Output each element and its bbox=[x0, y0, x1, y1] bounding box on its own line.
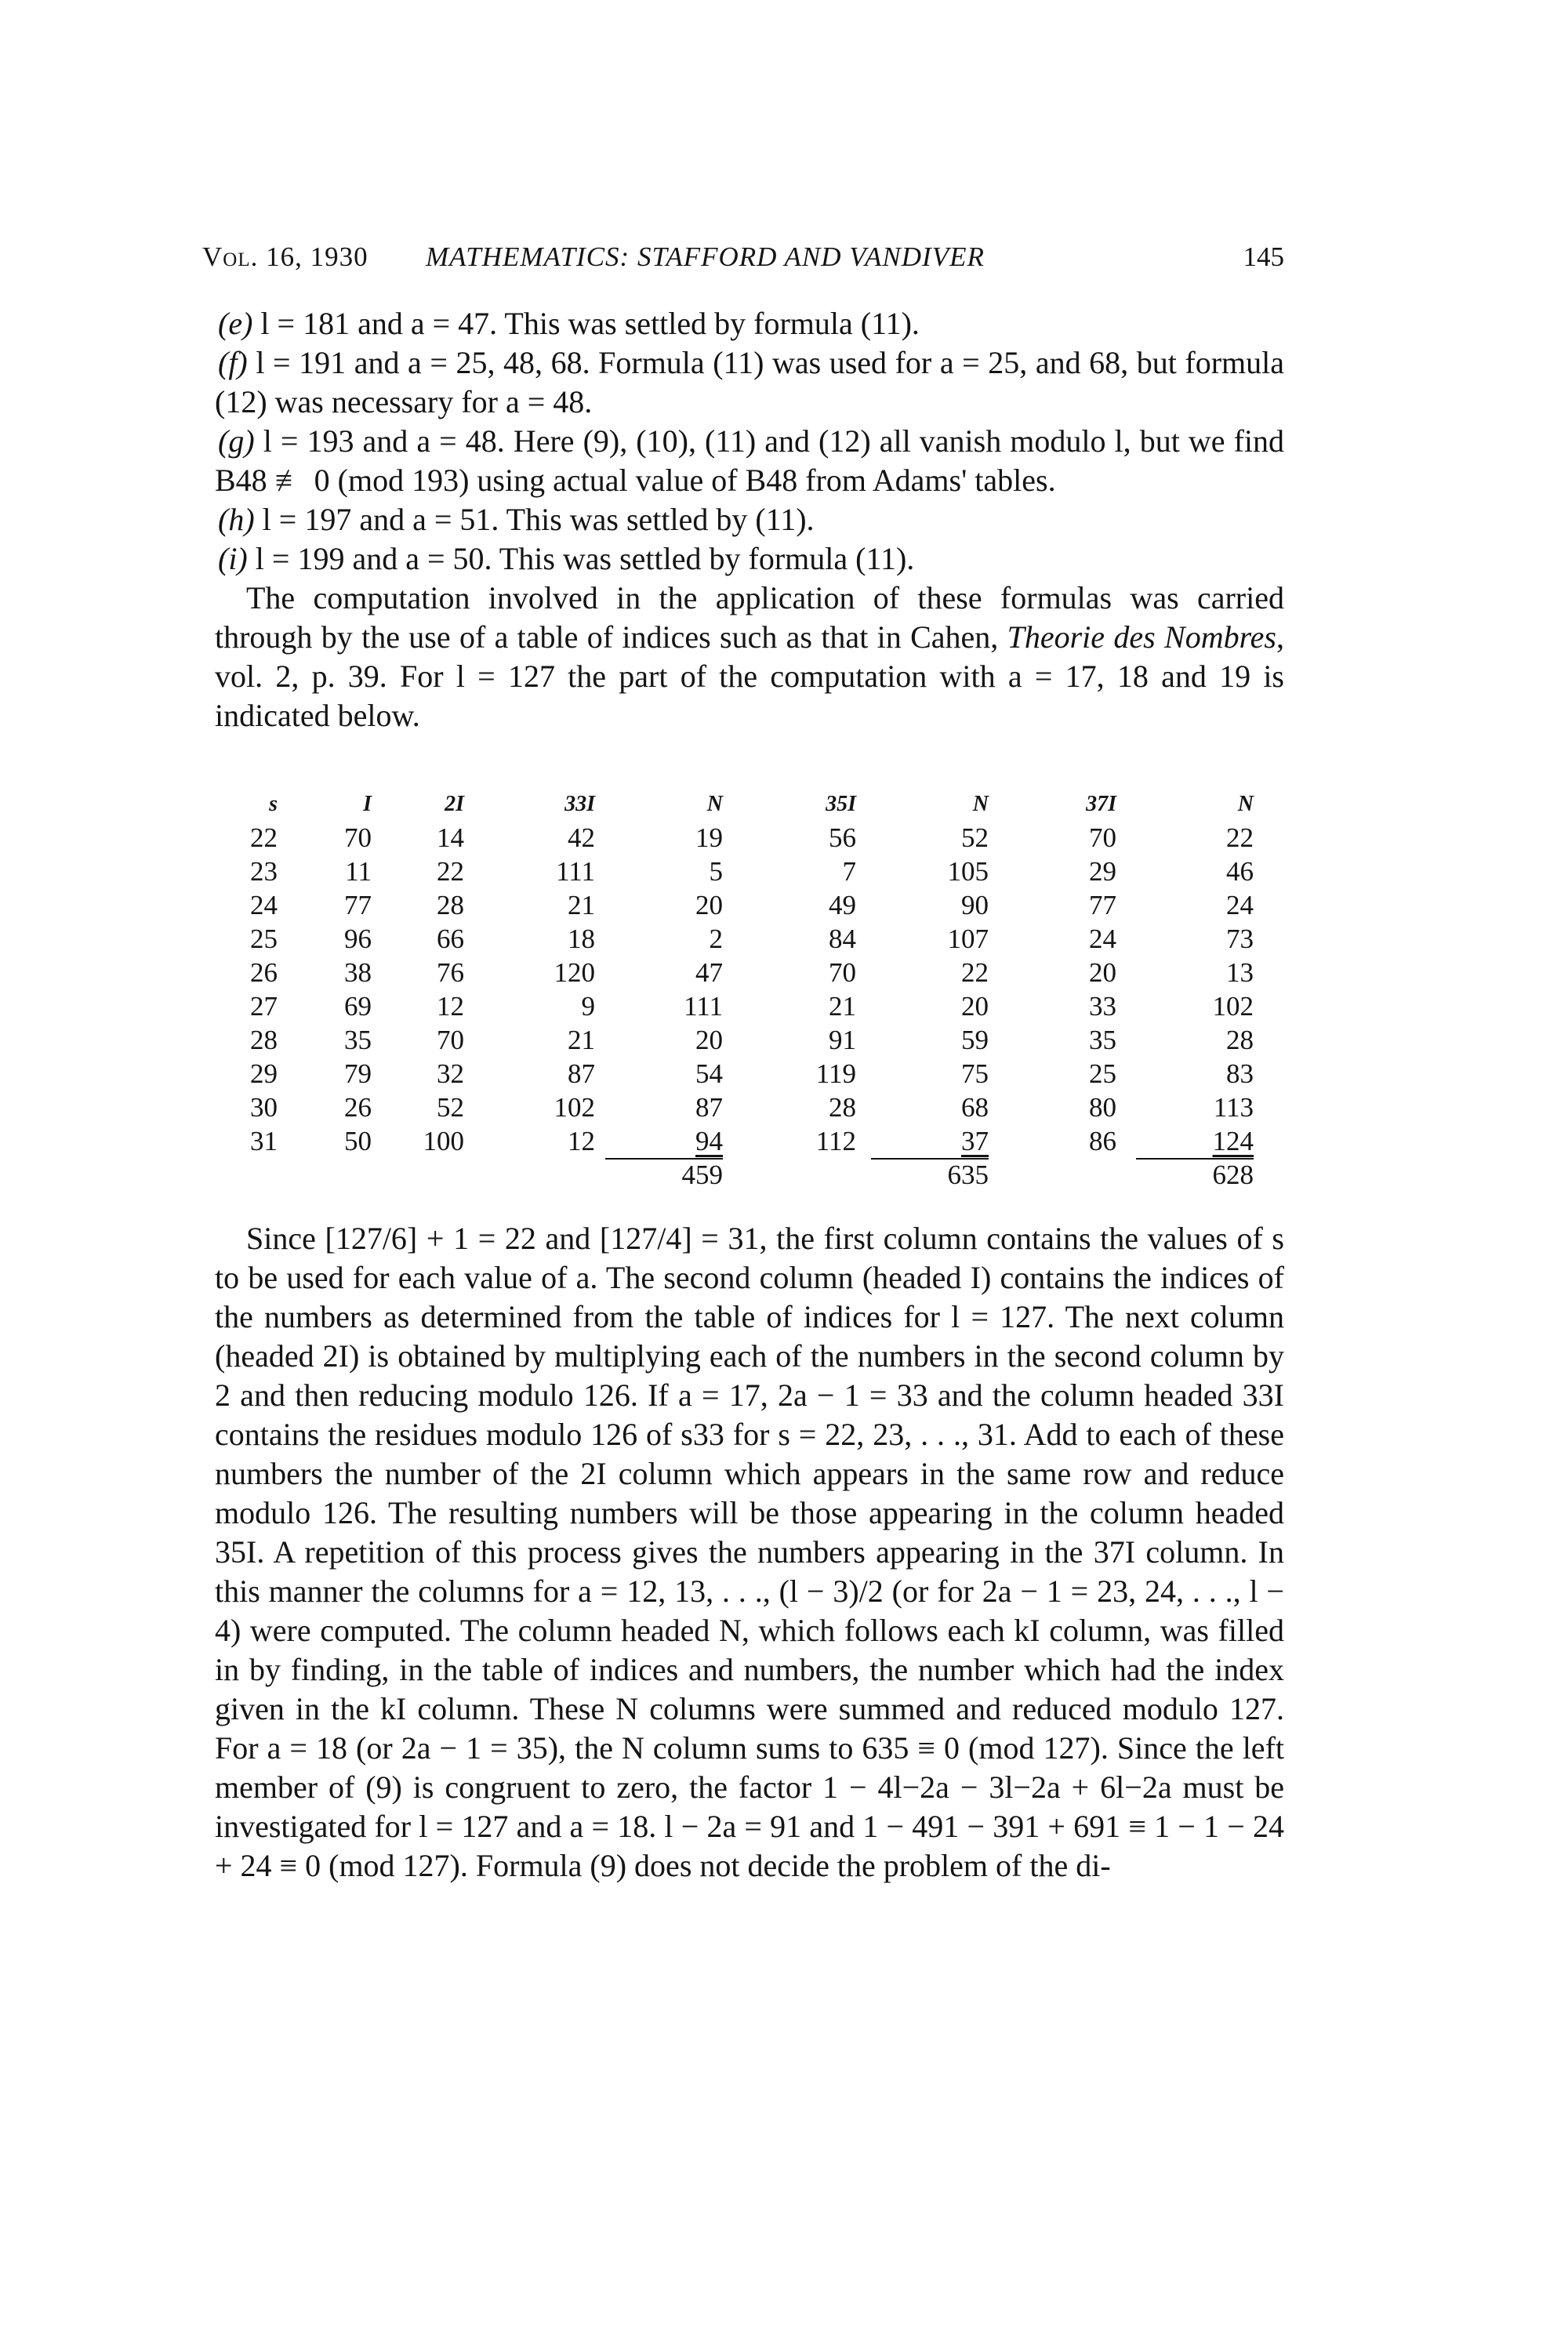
table-cell: 49 bbox=[829, 890, 856, 920]
table-row bbox=[215, 922, 1297, 956]
table-cell: 35 bbox=[344, 1025, 372, 1055]
table-cell: 46 bbox=[1226, 856, 1254, 887]
table-cell: 11 bbox=[345, 856, 372, 887]
table-cell: 30 bbox=[250, 1092, 278, 1123]
table-row bbox=[215, 855, 1297, 888]
table-cell: 29 bbox=[250, 1058, 278, 1089]
case-item bbox=[215, 304, 1284, 343]
table-cell: 35 bbox=[1089, 1025, 1116, 1055]
table-cell: 22 bbox=[250, 822, 278, 853]
table-cell: 68 bbox=[961, 1092, 989, 1123]
table-cell: 80 bbox=[1089, 1092, 1116, 1123]
table-cell: 107 bbox=[947, 924, 989, 954]
column-sum: 459 bbox=[605, 1158, 723, 1189]
table-cell: 100 bbox=[423, 1126, 464, 1156]
table-cell: 52 bbox=[961, 822, 989, 853]
index-table bbox=[215, 787, 1297, 1192]
table-header-cell: N bbox=[706, 792, 723, 816]
table-cell: 26 bbox=[250, 957, 278, 988]
table-cell: 27 bbox=[250, 991, 278, 1022]
table-cell: 28 bbox=[829, 1092, 856, 1123]
table-row bbox=[215, 1124, 1297, 1158]
case-text: l = 193 and a = 48. Here (9), (10), (11) and (12) all vanish modulo l, but we find B48 ≢ 0 (mod 193) using actual value of B48 from Adams' tables. bbox=[215, 423, 1284, 498]
table-cell: 20 bbox=[961, 991, 989, 1022]
table-sum-row bbox=[215, 1158, 1297, 1192]
computation-paragraph bbox=[215, 579, 1284, 735]
table-cell: 50 bbox=[344, 1126, 372, 1156]
table-cell: 113 bbox=[1213, 1092, 1254, 1123]
case-label: (e) bbox=[218, 306, 253, 341]
table-cell: 2 bbox=[709, 924, 723, 954]
table-cell: 31 bbox=[250, 1126, 278, 1156]
table-cell: 75 bbox=[961, 1058, 989, 1089]
table-cell: 25 bbox=[1089, 1058, 1116, 1089]
table-cell: 90 bbox=[961, 890, 989, 920]
table-cell: 70 bbox=[344, 822, 372, 853]
case-text: l = 197 and a = 51. This was settled by (11). bbox=[262, 502, 815, 537]
table-cell: 23 bbox=[250, 856, 278, 887]
table-header-cell: 2I bbox=[445, 792, 464, 816]
table-cell: 21 bbox=[829, 991, 856, 1022]
case-item bbox=[215, 422, 1284, 500]
table-cell: 20 bbox=[695, 1025, 723, 1055]
table-cell: 21 bbox=[568, 1025, 595, 1055]
table-cell: 12 bbox=[568, 1126, 595, 1156]
table-cell: 52 bbox=[437, 1092, 464, 1123]
table-cell: 22 bbox=[1226, 822, 1254, 853]
table-row bbox=[215, 1023, 1297, 1057]
table-cell: 69 bbox=[344, 991, 372, 1022]
case-text: l = 181 and a = 47. This was settled by formula (11). bbox=[260, 306, 920, 341]
case-text: l = 199 and a = 50. This was settled by formula (11). bbox=[255, 541, 915, 576]
volume-label: Vol. 16, 1930 bbox=[202, 241, 368, 272]
column-sum: 635 bbox=[871, 1158, 989, 1189]
book-title: Theorie des Nombres bbox=[1007, 619, 1276, 655]
table-cell: 105 bbox=[947, 856, 989, 887]
table-cell: 84 bbox=[829, 924, 856, 954]
table-cell: 94 bbox=[695, 1126, 723, 1156]
table-cell: 22 bbox=[437, 856, 464, 887]
table-cell: 20 bbox=[1089, 957, 1116, 988]
table-cell: 76 bbox=[437, 957, 464, 988]
table-cell: 56 bbox=[829, 822, 856, 853]
table-header-cell: 35I bbox=[826, 792, 856, 816]
table-cell: 37 bbox=[961, 1126, 989, 1156]
computation-text-part-1: The computation involved in the application of these formulas was carried through by the use of a table of indices such as that in Cahen, bbox=[215, 580, 1284, 655]
table-cell: 19 bbox=[695, 822, 723, 853]
table-cell: 28 bbox=[1226, 1025, 1254, 1055]
table-cell: 79 bbox=[344, 1058, 372, 1089]
table-cell: 12 bbox=[437, 991, 464, 1022]
case-item bbox=[215, 500, 1284, 539]
table-cell: 47 bbox=[695, 957, 723, 988]
table-header-cell: I bbox=[363, 792, 372, 816]
table-cell: 28 bbox=[250, 1025, 278, 1055]
table-row bbox=[215, 888, 1297, 922]
case-label: (i) bbox=[218, 541, 248, 576]
table-cell: 111 bbox=[556, 856, 595, 887]
table-cell: 70 bbox=[829, 957, 856, 988]
table-cell: 86 bbox=[1089, 1126, 1116, 1156]
table-cell: 26 bbox=[344, 1092, 372, 1123]
column-sum: 628 bbox=[1136, 1158, 1254, 1189]
table-header-cell: N bbox=[972, 792, 989, 816]
table-row bbox=[215, 989, 1297, 1023]
table-cell: 102 bbox=[554, 1092, 595, 1123]
case-item bbox=[215, 343, 1284, 422]
table-header-cell: N bbox=[1237, 792, 1254, 816]
explanation-text: Since [127/6] + 1 = 22 and [127/4] = 31, the first column contains the values of s to be used for each value of a. The second column (headed I) contains the indices of the numbers as determined from the table of indices for l = 127. The next column (headed 2I) is obtained by multiplying each of the numbers in the second column by 2 and then reducing modulo 126. If a = 17, 2a − 1 = 33 and the column headed 33I contains the residues modulo 126 of s33 for s = 22, 23, . . ., 31. Add to each of these numbers the number of the 2I column which appears in the same row and reduce modulo 126. The resulting numbers will be those appearing in the column headed 35I. A repetition of this process gives the numbers appearing in the 37I column. In this manner the columns for a = 12, 13, . . ., (l − 3)/2 (or for 2a − 1 = 23, 24, . . ., l − 4) were computed. The column headed N, which follows each kI column, was filled in by finding, in the table of indices and numbers, the number which had the index given in the kI column. These N columns were summed and reduced modulo 127. For a = 18 (or 2a − 1 = 35), the N column sums to 635 ≡ 0 (mod 127). Since the left member of (9) is congruent to zero, the factor 1 − 4l−2a − 3l−2a + 6l−2a must be investigated for l = 127 and a = 18. l − 2a = 91 and 1 − 491 − 391 + 691 ≡ 1 − 1 − 24 + 24 ≡ 0 (mod 127). Formula (9) does not decide the problem of the di- bbox=[215, 1221, 1284, 1883]
table-cell: 21 bbox=[568, 890, 595, 920]
table-cell: 73 bbox=[1226, 924, 1254, 954]
table-cell: 111 bbox=[684, 991, 723, 1022]
explanation-paragraph bbox=[215, 1219, 1284, 1886]
case-list bbox=[215, 304, 1284, 735]
table-cell: 96 bbox=[344, 924, 372, 954]
table-cell: 14 bbox=[437, 822, 464, 853]
case-label: (h) bbox=[218, 502, 255, 537]
table-cell: 25 bbox=[250, 924, 278, 954]
table-cell: 24 bbox=[1089, 924, 1116, 954]
table-cell: 77 bbox=[1089, 890, 1116, 920]
case-label: (g) bbox=[218, 423, 255, 459]
table-cell: 13 bbox=[1226, 957, 1254, 988]
table-cell: 87 bbox=[695, 1092, 723, 1123]
table-header-cell: 33I bbox=[564, 792, 595, 816]
table-cell: 18 bbox=[568, 924, 595, 954]
table-row bbox=[215, 1057, 1297, 1091]
table-row bbox=[215, 821, 1297, 855]
table-cell: 5 bbox=[709, 856, 723, 887]
table-cell: 102 bbox=[1212, 991, 1254, 1022]
table-row bbox=[215, 956, 1297, 989]
table-cell: 24 bbox=[250, 890, 278, 920]
page-number: 145 bbox=[1243, 241, 1284, 272]
table-cell: 42 bbox=[568, 822, 595, 853]
table-cell: 29 bbox=[1089, 856, 1116, 887]
table-header-cell: s bbox=[269, 792, 278, 816]
table-cell: 20 bbox=[695, 890, 723, 920]
table-row bbox=[215, 1091, 1297, 1124]
table-cell: 91 bbox=[829, 1025, 856, 1055]
running-title: MATHEMATICS: STAFFORD AND VANDIVER bbox=[426, 241, 985, 272]
table-cell: 119 bbox=[815, 1058, 856, 1089]
table-header-cell: 37I bbox=[1086, 792, 1116, 816]
table-cell: 66 bbox=[437, 924, 464, 954]
computation-text-part-2: , vol. 2, p. 39. For l = 127 the part of the computation with a = 17, 18 and 19 is indicated below. bbox=[215, 619, 1284, 733]
table-cell: 83 bbox=[1226, 1058, 1254, 1089]
table-cell: 7 bbox=[842, 856, 856, 887]
table-cell: 33 bbox=[1089, 991, 1116, 1022]
case-text: l = 191 and a = 25, 48, 68. Formula (11) was used for a = 25, and 68, but formula (12) was necessary for a = 48. bbox=[215, 345, 1284, 419]
table-cell: 32 bbox=[437, 1058, 464, 1089]
table-cell: 124 bbox=[1212, 1126, 1254, 1156]
table-cell: 70 bbox=[1089, 822, 1116, 853]
case-item bbox=[215, 539, 1284, 579]
table-cell: 9 bbox=[581, 991, 595, 1022]
table-header-row bbox=[215, 787, 1297, 821]
table-cell: 28 bbox=[437, 890, 464, 920]
table-cell: 38 bbox=[344, 957, 372, 988]
table-cell: 59 bbox=[961, 1025, 989, 1055]
table-cell: 120 bbox=[554, 957, 595, 988]
table-cell: 22 bbox=[961, 957, 989, 988]
table-cell: 24 bbox=[1226, 890, 1254, 920]
table-cell: 112 bbox=[815, 1126, 856, 1156]
table-cell: 54 bbox=[695, 1058, 723, 1089]
table-cell: 70 bbox=[437, 1025, 464, 1055]
case-label: (f) bbox=[218, 345, 248, 380]
table-cell: 77 bbox=[344, 890, 372, 920]
table-cell: 87 bbox=[568, 1058, 595, 1089]
running-header bbox=[202, 238, 1284, 277]
